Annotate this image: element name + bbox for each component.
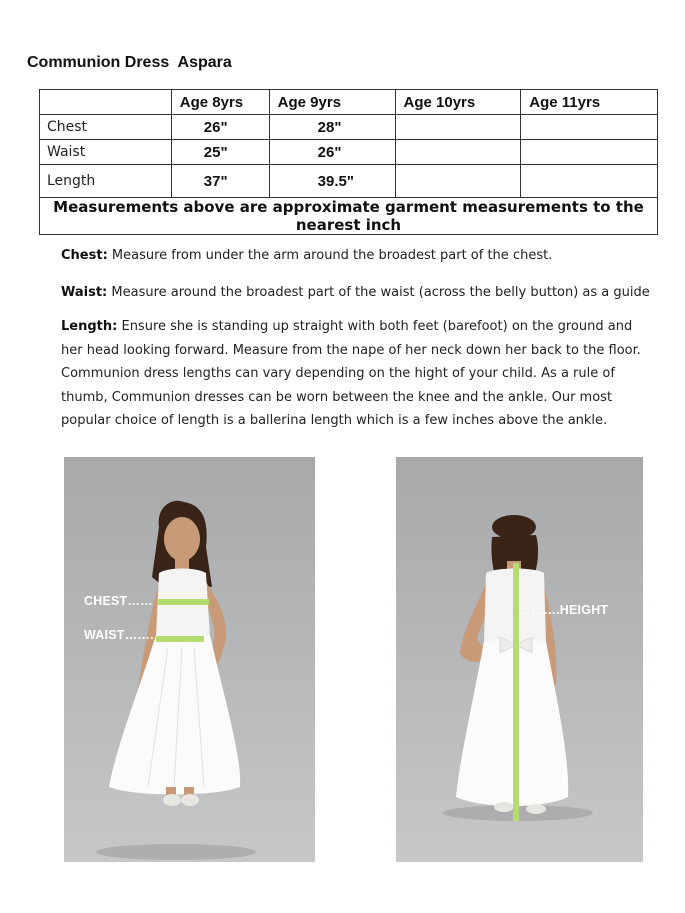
length-description: Length: Ensure she is standing up straight with both feet (barefoot) on the ground and her head looking forward. Measure from the nape of her neck down her back to the floor. Communion dress lengths can vary depending on the hight of your child. As a rule of thumb, Communion dresses can be worn between the knee and the ankle. Our most popular choice of length is a ballerina length which is a few inches above the ankle. — [61, 319, 641, 428]
table-cell — [521, 115, 658, 140]
table-note-row — [40, 198, 658, 235]
table-cell — [395, 115, 521, 140]
height-measure-line — [513, 563, 519, 821]
chest-measure-line — [157, 599, 209, 605]
table-row — [40, 140, 658, 165]
row-label-length: Length — [40, 165, 172, 198]
row-label-waist: Waist — [40, 140, 172, 165]
header-age-8: Age 8yrs — [171, 90, 269, 115]
waist-description: Waist: Measure around the broadest part of the waist (across the belly button) as a guide — [61, 285, 650, 300]
header-age-11: Age 11yrs — [521, 90, 658, 115]
table-cell: 26" — [171, 115, 269, 140]
girl-front-illustration — [64, 457, 315, 862]
table-cell: 28" — [269, 115, 395, 140]
girl-back-illustration — [396, 457, 643, 862]
size-chart-table — [39, 89, 658, 235]
chest-description: Chest: Measure from under the arm around the broadest part of the chest. — [61, 248, 553, 263]
chest-term: Chest: — [61, 248, 108, 263]
table-cell — [395, 140, 521, 165]
front-view-photo — [64, 457, 315, 862]
page-title: Communion Dress Aspara — [27, 54, 232, 71]
header-age-9: Age 9yrs — [269, 90, 395, 115]
table-cell: 25" — [171, 140, 269, 165]
height-measure-label: ……….HEIGHT — [518, 603, 609, 617]
measurement-note: Measurements above are approximate garment measurements to the nearest inch — [40, 198, 658, 235]
waist-measure-line — [156, 636, 204, 642]
chest-measure-label: CHEST…… — [84, 594, 153, 608]
length-term: Length: — [61, 319, 118, 334]
table-cell — [395, 165, 521, 198]
table-cell: 39.5" — [269, 165, 395, 198]
table-cell — [521, 140, 658, 165]
table-header-row — [40, 90, 658, 115]
waist-measure-label: WAIST……. — [84, 628, 154, 642]
table-cell: 26" — [269, 140, 395, 165]
table-corner-cell — [40, 90, 172, 115]
header-age-10: Age 10yrs — [395, 90, 521, 115]
back-view-photo — [396, 457, 643, 862]
table-row — [40, 115, 658, 140]
table-cell: 37" — [171, 165, 269, 198]
waist-term: Waist: — [61, 285, 108, 300]
table-cell — [521, 165, 658, 198]
table-row — [40, 165, 658, 198]
row-label-chest: Chest — [40, 115, 172, 140]
